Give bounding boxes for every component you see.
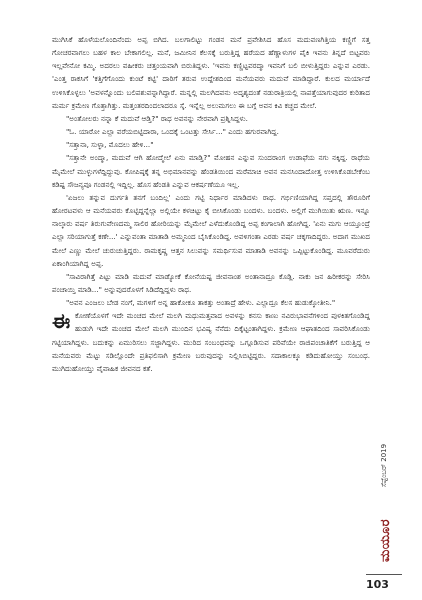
paragraph-2: "ಅಂತೋಲರು ನನ್ನಾ ಕೆ ಮದುವೆ ಆಡ್ತಿ?" ರಾಧ ಅವನನ್ನು ನೇರವಾಗಿ ಪ್ರಶ್ನಿಸಿದ್ದಳು. (66, 113, 248, 123)
dropcap-letter: ಈ (52, 309, 71, 334)
magazine-name: ಮಯೂರ (377, 518, 393, 562)
paragraph-4: "ಸತ್ತಾನಾ, ಸುಳ್ಳಾ, ಮೊದಲು ಹೇಳಿ..." (66, 140, 154, 150)
paragraph-1: ಮುಗಿಸಿಕೆ ಹೊಳೆಯಲೊಂದಿನೆಂದು ಅಪ್ಪ ಬಿಗಿದ. ಬಲಗಾಲಿಟ್ಟು ಗಂಡನ ಮನೆ ಪ್ರವೇಶಿಸಿದ ಹೊಸ ಮದುವಣಗಿತ್ತಿಯ ಕಣ್ಣಿಗೆ ಸತ್ತ ಗೋಚರವಾಗಲು ಬಹಳ ಕಾಲ ಬೇಕಾಗಲಿಲ್ಲ. ಮನೆ, ಜಮೀನಿನ ಕೆಲಸಕ್ಕೆ ಬರುತ್ತಿದ್ದ ಹರೆಯದ ಹೆಣ್ಣಾಳುಗಳ ಪೈಕಿ ಇವನು ತಿನ್ನದೆ ಬಿಟ್ಟವರು ಇಲ್ಲವೇನೋ ಕಮ್ಮಿ. ಅದರಲು ವಹೀಕರು ಚತ್ತಂಯವಾಗಿ ಬಿರುತಿದ್ದಳು. 'ಇವನು ಕಣ್ಣಿಟ್ಟವರದ್ಮಾ ಇವನಿಗೆ ಬಲಿ ಬೀಳುತ್ತಿದ್ದರು ಎನ್ನುವ ಎರಡು. 'ಎಂತ್ತ ರಾಕಸಿಗೆ 'ಕತ್ತಿಗೆಗೊಂದು ಕುಂಟೆ ಕಟ್ಟಿ' ದಾರಿಗೆ ತರುವ ಉದ್ದೇಶದಿಂದ ಮನೆಯವರು ಮದುವೆ ಮಾಡಿದ್ದಾರೆ. ಕುಲದ ಮರ್ಯಾದೆ ಉಳಿಸಿಕೊಳ್ಳಲು 'ಅವಳನ್ನೊಂದು ಬಲಿಪಶುವನ್ನಾಗಿದ್ದಾರೆ. ಮನ್ನಲ್ಲಿ ಮಲಗಿದವನು ಅದೃಶ್ಯದಂತೆ ನಡುರಾತ್ರಿಯಲ್ಲಿ ನಾಪತ್ತೆಯಾಗುವುದರ ಕುರಿತಾದ ಮರ್ಮ ಕ್ರಮೇಣ ಗೊತ್ತಾಗಿತ್ತು. ಮತ್ತಂತರದಿಂದಲಾದರೂ ಸ್ಕೆ. ಇನ್ನೆಲ್ಲ ಅಲುಮಗಲು ಈ ಬಗ್ಗೆ ಅವನ ಕಿವಿ ಕಚ್ಚದ ಮೇಲೆ. (52, 35, 370, 110)
dropcap-paragraph (52, 309, 370, 375)
paragraph-8: "ಅವನ ಎಂಜಲು ಬೇಡ ನಂಗೆ, ಮಗಳಿಗೆ ಅನ್ನ ಹಾಕೋಕೂ ತಾಕತ್ತು ಅಂತಾದ್ರೆ ಹೇಳು. ಎಲ್ಲಾದ್ರೂ ಕೆಲಸ ಹುಡುಕ್ಕೋತೀನಿ." (66, 298, 336, 308)
issue-date (374, 418, 396, 513)
paragraph-3: "ಓ. ಯಾರೋ ಎಲ್ಲಾ ವರೆಯಬಿಟ್ಟಿದಾರಾ, ಒಂದಕ್ಕೆ ಒಂಟತ್ತು ಸೇರ್ಸಿ..." ಎಂದು ಹಗುರವಾಗಿದ್ದ. (66, 127, 279, 137)
page-number: 103 (366, 578, 389, 591)
paragraph-7: "ಸಾವಿರಾಗಿತ್ತೆ ಪಿಟ್ಟು ಮಾಡಿ ಮದುವೆ ಮಾಡ್ಯೋಕೆ ಕೋನೆಯಷ್ಟ ಜೀವನಾಂಶ ಅಂತಾನಾದ್ರೂ ಕೊಡ್ಲಿ. ನಾಕು ಜನ ಹಿರೀಕರನ್ನು ಸೇರಿಸಿ ಪಂಚಾಯ್ತಿ ಮಾಡಿ..." ಅನ್ನುವುದರೊಳಗೆ ಸಿಡಿದೆದ್ದಿದ್ದಳು ರಾಧ. (52, 271, 370, 294)
footer-rule (366, 574, 402, 575)
dropcap-paragraph-text: ಕೋಣೆಯೊಳಗೆ ಇದೇ ಮಂಚದ ಮೇಲೆ ಮಲಗಿ ಮಧುಮತ್ತವಾದ ಅವಳನ್ನು ಕನಸು ಕಾಣು ನವಿರುಭಾವನೆಗಳಿಂದ ಪುಳಕಿತಗೊಂಡಿದ್ದ ಹುಡುಗಿ ಇದೇ ಮಂಚದ ಮೇಲೆ ಮಲಗಿ ಮುಂದಿನ ಭವಿಷ್ಯ ನೆನೆದು ದಿಕ್ಕೆಟ್ಟಂತಾಗಿದ್ದಳು. ಕ್ರಮೇಣ ಆಘಾತದಿಂದ ಸಾವರಿಸಿಕೊಂಡು ಗಟ್ಟಿಯಾಗಿದ್ದಳು. ಬದುಕನ್ನು ಏಮುರಿಸಲು ಸಜ್ಜಾಗಿದ್ದಳು. ಮುರಿದ ಸಂಬಂಧವನ್ನು ಒಗ್ಗೂಡಿಸುವ ಪರಿವೆಯೇ ರಾಜಿಪಂಚಾತಿಕೆಗೆ ಬರುತ್ತಿದ್ದ ಆ ಮನೆಯವರು ಮೆಟ್ಟು ಸಡಿಲ್ಲೊಂದೇ ಪ್ರತಿಫಲಿಸಾಗಿ ಕ್ರಮೇಣ ಬರುವುದನ್ನು ನಿಲ್ಲಿಸಿಬಿಟ್ಟಿದ್ದರು. ಸದಾಕಾಲಕ್ಕೂ ಕಡಿದುಹೋಯ್ತು ಸಂಬಂಧ. ಮುಗಿದುಹೋಯ್ತು ವೈವಾಹಿಕ ಜೀವನದ ಕತೆ. (52, 311, 370, 373)
magazine-logo (374, 516, 396, 564)
sidebar (374, 418, 396, 568)
issue-date-text: ಸೆಪ್ಟೆಂಬರ್ 2019 (380, 443, 389, 488)
article-body (52, 33, 370, 375)
paragraph-5: "ಸತ್ತಾನೇ ಅಂದ್ಮಾ, ಮದುವೆ ಆಗಿ ಹೋದ್ಮೇಲೆ ಏನು ಮಾಡ್ತಿ?" ಮೋಹನ ಎನ್ನುವ ಸುಂದರಾಂಗ ಉಡಾಫೆಯ ನಗು ನಕ್ಕಿದ್ದ. ರಾಧೆಯ ಮೈಮೇಲೆ ಮುಳ್ಳುಗಳೆದ್ದಿದ್ದುವು. ಕೋಪಿಷ್ಠಕ್ಕೆ ತನ್ನ ಅಭಿಮಾನವನ್ನು ಹೆಂಡತಿಯಿಂದ ಮರೆಮಾಚಿ ಅವನ ಮನಸಿಂದಾದೋತ್ತ ಉಳಿಸಿಕೊಡಬೇಕೆಂಬ ಕಡಿಷ್ಟ ಸೌಜನ್ಯವೂ ಗಂಡನಲ್ಲಿ ಇದ್ದಿಲ್ಲ. ಹೊಸ ಹೆಂಡತಿ ಎನ್ನುವ ಆಕರ್ಷಣೆಯೂ ಇಲ್ಲ. (52, 153, 370, 189)
paragraph-6: 'ಏಜಲು ತನ್ನುವ ದುರ್ಗತಿ ತನಗೆ ಬಂದಿಲ್ಲ' ಎಂದು ಗಟ್ಟಿ ನಿರ್ಧಾರ ಮಾಡಿದಳು ರಾಧ. ಗರ್ಭಿಣಿಯಾಗಿದ್ದ ಸಪ್ತದಲ್ಲಿ ತೌರೂರಿಗೆ ಹೋರಟವಳು ಆ ಮನೆಯವರು ಕೊಟ್ಟಿದ್ದನ್ನೆಲ್ಲಾ ಅಲ್ಲಿಯೇ ಕಳಚಿಟ್ಟು ಕೈ ಬೀಸಿಕೊಂಡು ಬಂದಳು. ಬಂದಳು. ಅಲ್ಲಿಗೆ ಮುಗಿಯಿತು ಋಣ. ಇನ್ನೂ ನಾಲ್ಕಾರು ವರ್ಷ ತಿರುಗುವೇಣದಮ್ಮ ಸಾಲಿರ ಹೋರಿಯನ್ನು ಮೈಮೇಲೆ ಎಳೆದುಕೊಂಡಿದ್ದ ಅಪ್ಪ ಕಂಗಾಲಾಗಿ ಹೋಗಿದ್ದ. 'ಏನು ಮಗು ಆಯ್ತೂಂದ್ರೆ ಎಲ್ಲಾ ಸರಿಯಾಗುತ್ತೆ ಕಣೇ...' ಎನ್ನುವಂತಾ ಮಾತಾಡಿ ಅಮ್ಮನಿಂದ ಬೈಸಿಕೊಂಡಿದ್ದ. ಅವಳಿಗಂತಾ ಎರಡು ವರ್ಷ ಚಕ್ಕಗಾದಿದ್ದರು. ಅದಾಗ ಮುಖದ ಮೇಲೆ ಎಣ್ಣು ಮೇಲೆ ಚುರುಚುತ್ತಿದ್ದರು. ರಾಮಕೃಷ್ಣ ಆತ್ತನ ಸಿಲುವನ್ನು ಸಮರ್ಥಿಸುವ ಮಾತಾಡಿ ಅವನನ್ನು ಒಪ್ಪಿಟ್ಟುಕೊಂಡಿದ್ದ. ಮೂವರೆದುರು ಏಕಾಂಗಿಯಾಗಿದ್ದ ಅಪ್ಪ. (52, 192, 370, 268)
